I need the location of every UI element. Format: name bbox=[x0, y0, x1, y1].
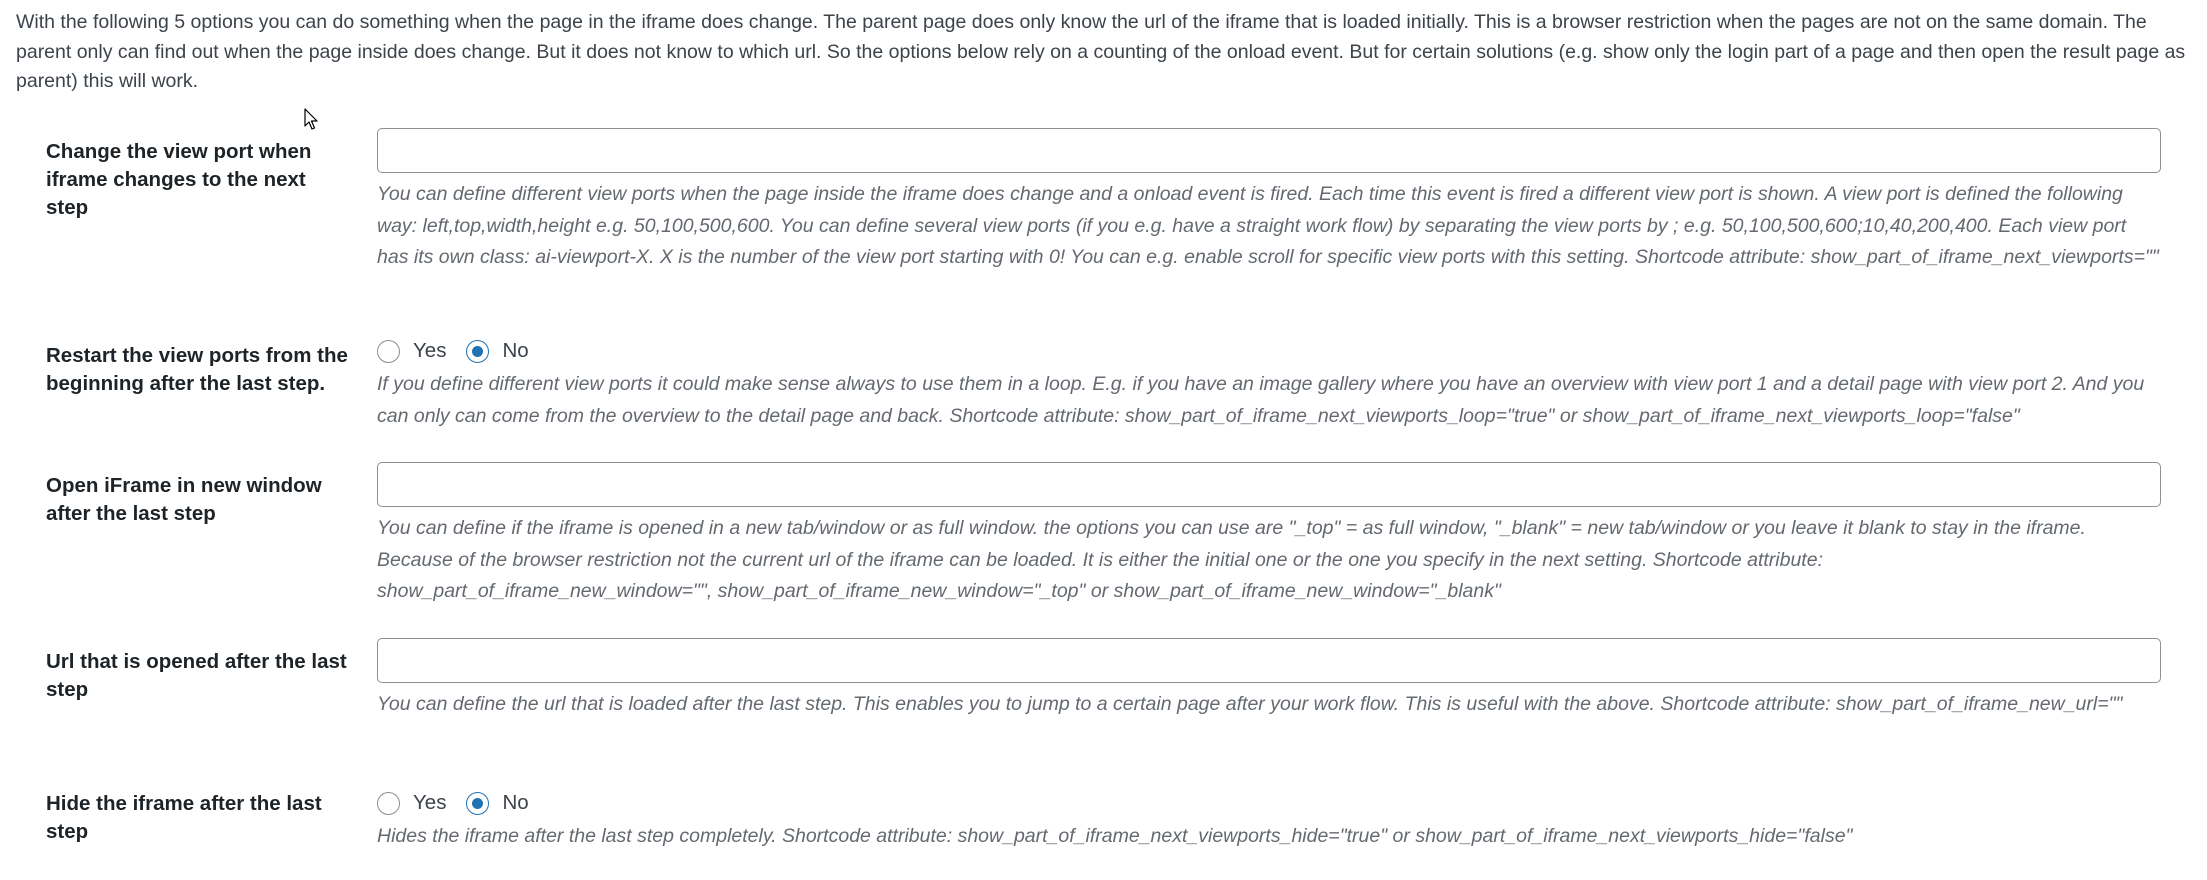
hide-option-yes[interactable] bbox=[377, 791, 446, 815]
setting-label-viewports: Change the view port when iframe changes to the next step bbox=[46, 140, 312, 219]
setting-label-new-url: Url that is opened after the last step bbox=[46, 650, 347, 701]
loop-option-yes-label: Yes bbox=[413, 339, 447, 362]
hide-option-yes-label: Yes bbox=[413, 791, 447, 814]
loop-option-yes[interactable] bbox=[377, 339, 446, 363]
loop-radio-group bbox=[377, 336, 2161, 366]
setting-field-hide bbox=[377, 788, 2161, 853]
viewports-input[interactable] bbox=[377, 128, 2161, 173]
loop-option-no-label: No bbox=[502, 339, 529, 362]
setting-label-loop: Restart the view ports from the beginning after the last step. bbox=[46, 344, 348, 395]
setting-description-new-url: You can define the url that is loaded after the last step. This enables you to jump to a certain page after your work flow. This is useful with the above. Shortcode attribute: show_part_of_iframe_new_url="" bbox=[377, 693, 2123, 715]
setting-label-new-window: Open iFrame in new window after the last step bbox=[46, 474, 322, 525]
new-window-input[interactable] bbox=[377, 462, 2161, 507]
setting-field-new-url bbox=[377, 638, 2161, 721]
hide-option-no-label: No bbox=[502, 791, 529, 814]
setting-field-viewports bbox=[377, 128, 2161, 274]
setting-field-new-window bbox=[377, 462, 2161, 608]
loop-radio-no[interactable] bbox=[466, 340, 489, 363]
setting-field-loop bbox=[377, 336, 2161, 432]
setting-description-hide: Hides the iframe after the last step completely. Shortcode attribute: show_part_of_iframe_next_viewports_hide="true" or show_part_of_iframe_next_viewports_hide="false" bbox=[377, 825, 1853, 847]
setting-description-viewports: You can define different view ports when the page inside the iframe does change and a onload event is fired. Each time this event is fired a different view port is shown. A view port is defined the following way: left,top,width,height e.g. 50,100,500,600. You can define several view ports (if you e.g. have a straight work flow) by separating the view ports by ; e.g. 50,100,500,600;10,40,200,400. Each view port has its own class: ai-viewport-X. X is the number of the view port starting with 0! You can e.g. enable scroll for specific view ports with this setting. Shortcode attribute: show_part_of_iframe_next_viewports="" bbox=[377, 183, 2159, 269]
new-url-input[interactable] bbox=[377, 638, 2161, 683]
hide-option-no[interactable] bbox=[466, 791, 528, 815]
hide-radio-no[interactable] bbox=[466, 792, 489, 815]
loop-option-no[interactable] bbox=[466, 339, 528, 363]
hide-radio-yes[interactable] bbox=[377, 792, 400, 815]
intro-text: With the following 5 options you can do something when the page in the iframe does change. The parent page does only know the url of the iframe that is loaded initially. This is a browser restriction when the pages are not on the same domain. The parent only can find out when the page inside does change. But it does not know to which url. So the options below rely on a counting of the onload event. But for certain solutions (e.g. show only the login part of a page and then open the result page as parent) this will work. bbox=[16, 11, 2186, 92]
loop-radio-yes[interactable] bbox=[377, 340, 400, 363]
setting-description-new-window: You can define if the iframe is opened in a new tab/window or as full window. the options you can use are "_top" = as full window, "_blank" = new tab/window or you leave it blank to stay in the iframe. Because of the browser restriction not the current url of the iframe can be loaded. It is either the initial one or the one you specify in the next setting. Shortcode attribute: show_part_of_iframe_new_window="", show_part_of_iframe_new_window="_top" or show_part_of_iframe_new_window="_blank" bbox=[377, 517, 2086, 603]
setting-description-loop: If you define different view ports it could make sense always to use them in a loop. E.g. if you have an image gallery where you have an overview with view port 1 and a detail page with view port 2. And you can only can come from the overview to the detail page and back. Shortcode attribute: show_part_of_iframe_next_viewports_loop="true" or show_part_of_iframe_next_viewports_loop="false" bbox=[377, 373, 2145, 427]
hide-radio-group bbox=[377, 788, 2161, 818]
mouse-pointer-icon bbox=[304, 108, 320, 132]
setting-label-hide: Hide the iframe after the last step bbox=[46, 792, 322, 843]
